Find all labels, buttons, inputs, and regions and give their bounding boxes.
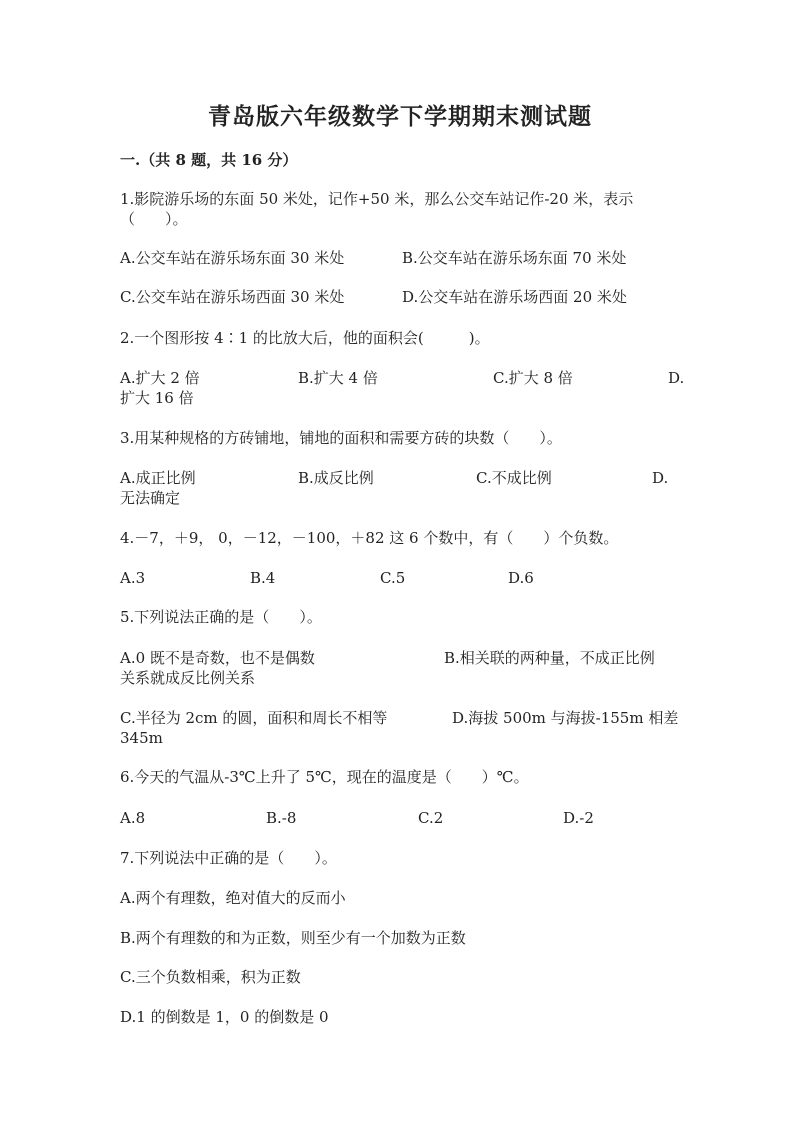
question-1-option-a: A.公交车站在游乐场东面 30 米处 — [120, 249, 345, 267]
question-6-option-b: B.-8 — [266, 809, 297, 827]
question-1-option-b: B.公交车站在游乐场东面 70 米处 — [402, 249, 627, 267]
question-1-stem-line2: （ ）。 — [120, 210, 188, 228]
question-4-stem: 4.－7，＋9， 0，－12，－100，＋82 这 6 个数中，有（ ）个负数。 — [120, 529, 619, 547]
question-3-stem: 3.用某种规格的方砖铺地，铺地的面积和需要方砖的块数（ ）。 — [120, 429, 562, 447]
question-3-option-b: B.成反比例 — [298, 469, 374, 487]
section-heading: 一.（共 8 题，共 16 分） — [120, 151, 298, 169]
question-3-option-c: C.不成比例 — [476, 469, 552, 487]
question-5-option-b-text: 关系就成反比例关系 — [120, 669, 256, 687]
question-2-stem: 2.一个图形按 4∶1 的比放大后，他的面积会( )。 — [120, 329, 490, 347]
question-5-stem: 5.下列说法正确的是（ ）。 — [120, 608, 322, 626]
question-3-option-d-text: 无法确定 — [120, 489, 181, 507]
question-1-option-d: D.公交车站在游乐场西面 20 米处 — [402, 288, 627, 306]
question-4-option-a: A.3 — [120, 569, 146, 587]
question-3-option-a: A.成正比例 — [120, 469, 196, 487]
question-5-option-b: B.相关联的两种量，不成正比例 — [444, 649, 655, 667]
question-6-option-d: D.-2 — [563, 809, 594, 827]
question-5-option-d: D.海拔 500m 与海拔-155m 相差 — [452, 709, 679, 727]
question-2-option-d-text: 扩大 16 倍 — [120, 389, 194, 407]
question-1-stem-line1: 1.影院游乐场的东面 50 米处，记作+50 米，那么公交车站记作-20 米，表示 — [120, 190, 634, 208]
question-7-option-d: D.1 的倒数是 1，0 的倒数是 0 — [120, 1008, 329, 1026]
question-1-option-c: C.公交车站在游乐场西面 30 米处 — [120, 288, 345, 306]
question-6-option-a: A.8 — [120, 809, 146, 827]
question-2-option-d: D. — [668, 369, 685, 387]
question-6-stem: 6.今天的气温从-3℃上升了 5℃，现在的温度是（ ）℃。 — [120, 768, 529, 786]
question-5-option-c: C.半径为 2cm 的圆，面积和周长不相等 — [120, 709, 388, 727]
question-2-option-c: C.扩大 8 倍 — [493, 369, 573, 387]
question-5-option-d-text: 345m — [120, 729, 163, 747]
question-4-option-d: D.6 — [508, 569, 534, 587]
question-3-option-d: D. — [652, 469, 669, 487]
question-5-option-a: A.0 既不是奇数，也不是偶数 — [120, 649, 315, 667]
question-2-option-a: A.扩大 2 倍 — [120, 369, 200, 387]
question-7-option-b: B.两个有理数的和为正数，则至少有一个加数为正数 — [120, 929, 466, 947]
question-7-stem: 7.下列说法中正确的是（ ）。 — [120, 849, 337, 867]
question-7-option-c: C.三个负数相乘，积为正数 — [120, 968, 301, 986]
question-4-option-c: C.5 — [380, 569, 406, 587]
question-2-option-b: B.扩大 4 倍 — [298, 369, 378, 387]
question-4-option-b: B.4 — [250, 569, 276, 587]
question-1-stem — [120, 189, 680, 229]
question-6-option-c: C.2 — [418, 809, 444, 827]
question-7-option-a: A.两个有理数，绝对值大的反而小 — [120, 889, 346, 907]
page-title: 青岛版六年级数学下学期期末测试题 — [208, 103, 592, 130]
